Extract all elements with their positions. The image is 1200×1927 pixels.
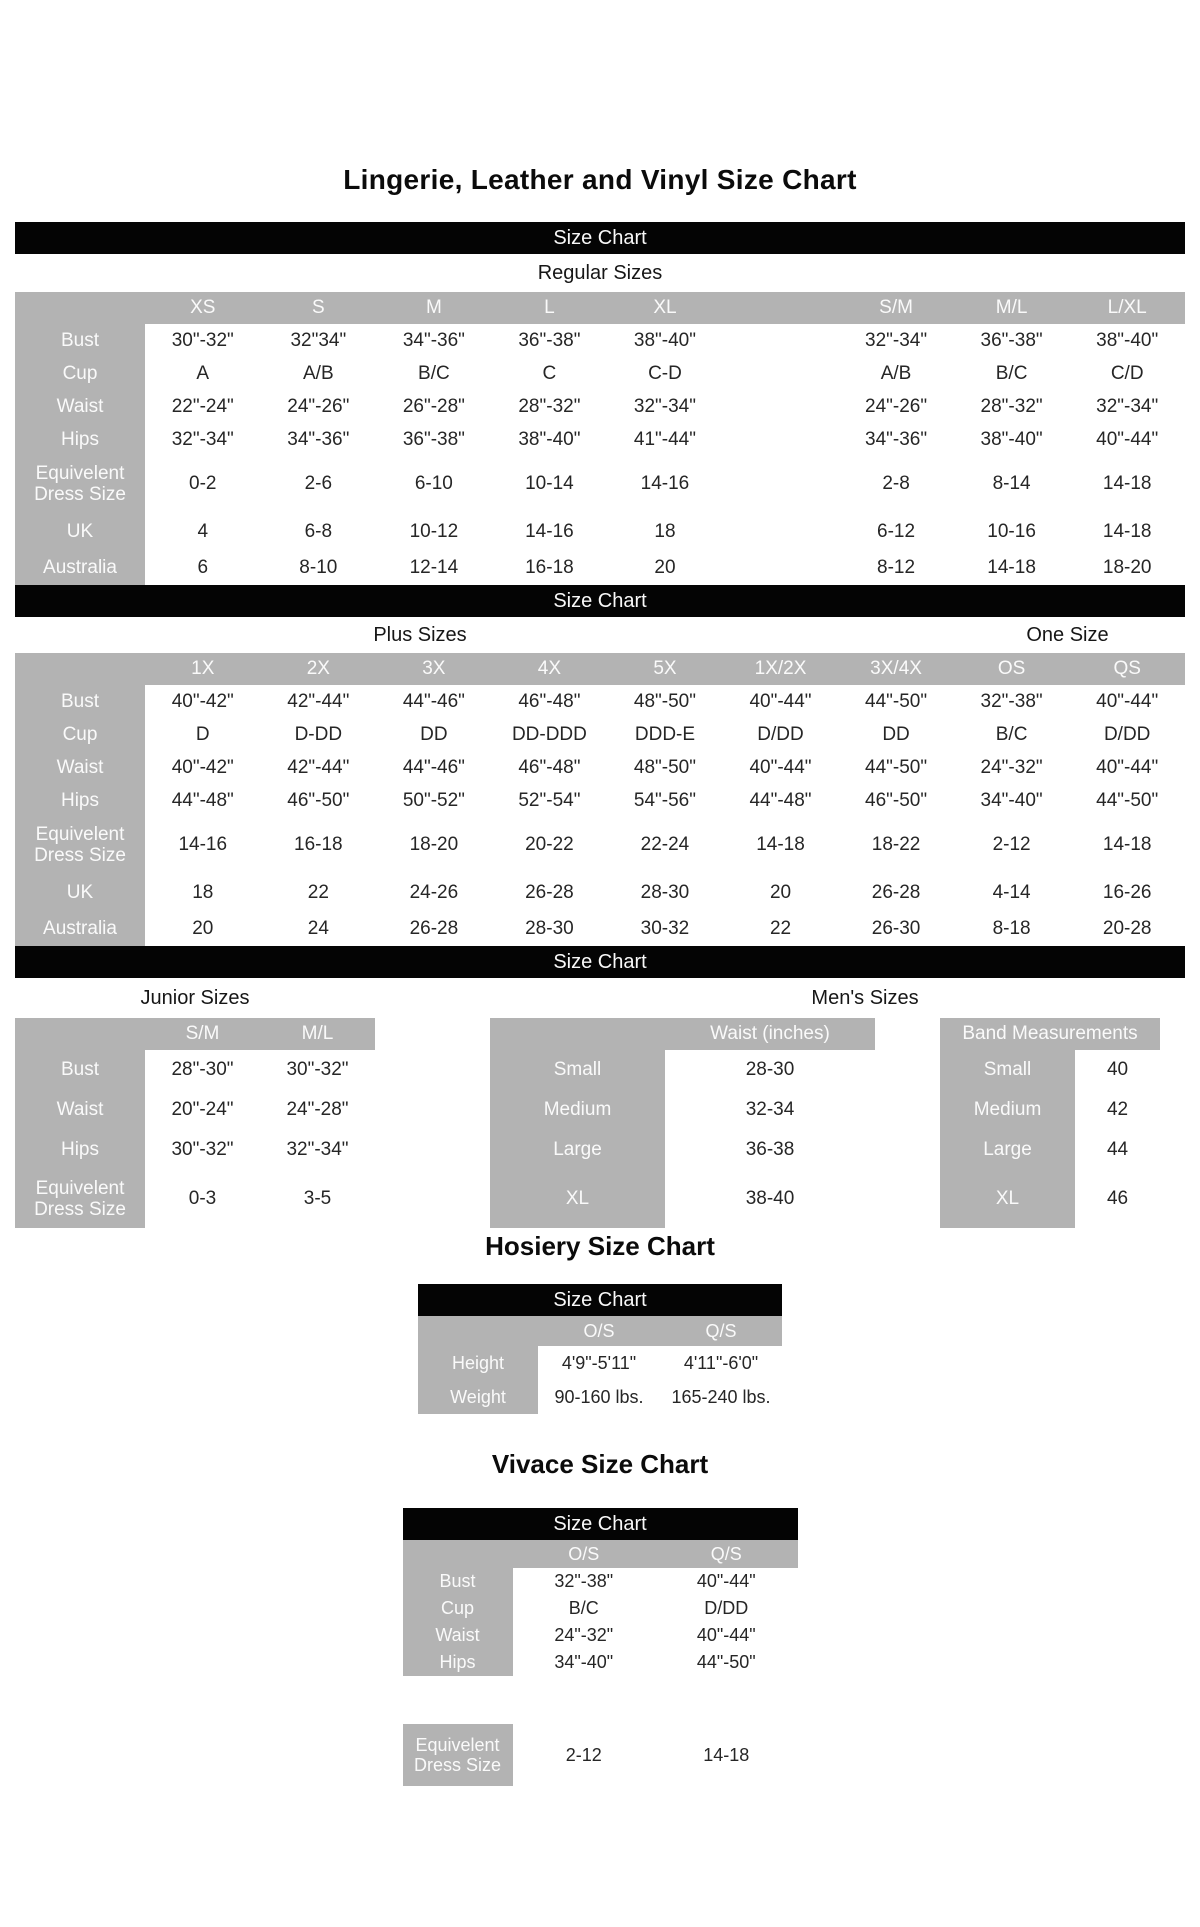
cell: 44"-50" (1096, 789, 1159, 811)
cell: 38"-40" (518, 428, 581, 450)
cell: A/B (303, 362, 334, 384)
cell: DDD-E (634, 723, 696, 745)
cell: C-D (648, 362, 682, 384)
column-header: M (376, 292, 492, 324)
row-label: Equivelent Dress Size (15, 456, 145, 512)
row-label: Cup (403, 1595, 513, 1622)
row-label: Cup (15, 357, 145, 390)
header-row (15, 292, 1185, 324)
cell: 14-18 (987, 557, 1036, 578)
cell: 24-26 (409, 881, 459, 903)
cell: D (195, 723, 210, 745)
table-row (15, 1130, 375, 1170)
cell: 6-8 (304, 520, 333, 542)
size-chart-bar-regular: Size Chart (15, 222, 1185, 254)
cell: 2-12 (992, 834, 1031, 855)
table-row (15, 912, 1185, 946)
hosiery-title: Hosiery Size Chart (485, 1231, 715, 1261)
cell: 44 (1106, 1139, 1129, 1160)
cell: 48"-50" (633, 690, 696, 712)
vivace-chart (403, 1508, 798, 1786)
cell: 14-16 (640, 473, 690, 494)
cell: 24"-28" (286, 1099, 349, 1120)
junior-sizes-table (15, 1018, 375, 1228)
size-chart-bar-hosiery: Size Chart (418, 1284, 782, 1316)
header-row (15, 1018, 375, 1050)
cell: D-DD (294, 723, 343, 745)
cell: C (542, 362, 557, 384)
corner-cell (490, 1018, 665, 1050)
row-label: Equivelent Dress Size (15, 817, 145, 873)
cell (655, 1676, 798, 1724)
cell: 18-20 (409, 834, 459, 855)
column-header: QS (1069, 653, 1185, 685)
cell: D/DD (1103, 723, 1151, 745)
header-row (940, 1018, 1160, 1050)
cell: 32"-38" (554, 1571, 614, 1591)
cell: 18 (192, 881, 214, 903)
row-label: Australia (15, 912, 145, 946)
column-header: 3X (376, 653, 492, 685)
table-row (15, 873, 1185, 912)
size-chart-bar-vivace: Size Chart (403, 1508, 798, 1540)
row-label: Equivelent Dress Size (403, 1724, 513, 1786)
cell: 46"-48" (518, 756, 581, 778)
table-row (940, 1130, 1160, 1170)
one-size-label: One Size (1026, 624, 1109, 646)
cell: 14-16 (178, 834, 228, 855)
cell: 8-12 (877, 557, 916, 578)
corner-cell (418, 1316, 538, 1346)
corner-cell (15, 653, 145, 685)
cell: 24"-32" (554, 1625, 614, 1645)
cell: 20"-24" (171, 1099, 234, 1120)
row-label: Large (940, 1130, 1075, 1170)
column-header: 1X (145, 653, 261, 685)
cell: 30"-32" (286, 1059, 349, 1080)
cell: 26-30 (871, 918, 921, 939)
cell: 2-12 (565, 1744, 602, 1765)
table-row (15, 1090, 375, 1130)
row-label: Cup (15, 718, 145, 751)
row-label: Hips (15, 784, 145, 817)
table-row (490, 1170, 875, 1228)
row-label: UK (15, 512, 145, 551)
cell: 14-18 (703, 1744, 750, 1765)
column-header: XS (145, 292, 261, 324)
cell: 14-18 (1102, 834, 1152, 855)
cell: 32"-34" (633, 395, 696, 417)
row-label: UK (15, 873, 145, 912)
cell: 44"-46" (402, 756, 465, 778)
page-title: Lingerie, Leather and Vinyl Size Chart (343, 164, 857, 195)
row-label: XL (940, 1170, 1075, 1228)
junior-mens-section (15, 978, 1185, 1228)
column-header: M/L (260, 1018, 375, 1050)
cell: 20-28 (1102, 918, 1152, 939)
cell (723, 456, 839, 512)
table-row (940, 1090, 1160, 1130)
column-header: 1X/2X (723, 653, 839, 685)
cell: 24 (307, 918, 329, 939)
cell: 34"-36" (402, 329, 465, 351)
cell: 44"-50" (696, 1652, 756, 1672)
row-label: Small (940, 1050, 1075, 1090)
row-label: Waist (403, 1622, 513, 1649)
table-row (15, 423, 1185, 456)
cell: 2-8 (882, 473, 910, 494)
row-label: Bust (15, 1050, 145, 1090)
cell: 16-26 (1102, 881, 1152, 903)
cell: 10-14 (525, 473, 574, 494)
mens-waist-table-wrap (490, 1018, 875, 1228)
table-row (490, 1090, 875, 1130)
row-label: Small (490, 1050, 665, 1090)
column-header: XL (607, 292, 723, 324)
row-label: Bust (15, 324, 145, 357)
cell: 6 (197, 557, 209, 578)
cell: 44"-50" (865, 690, 928, 712)
cell: 34"-36" (865, 428, 928, 450)
mens-band-table (940, 1018, 1160, 1228)
row-label: XL (490, 1170, 665, 1228)
row-label: Medium (940, 1090, 1075, 1130)
cell: 165-240 lbs. (671, 1386, 771, 1407)
cell: 0-2 (189, 473, 217, 494)
row-label: Hips (15, 1130, 145, 1170)
cell: 34"-40" (980, 789, 1043, 811)
table-row (403, 1568, 798, 1595)
cell: 28"-30" (171, 1059, 234, 1080)
cell (723, 324, 839, 357)
cell: 20-22 (525, 834, 574, 855)
cell: 30-32 (640, 918, 690, 939)
cell: 28-30 (525, 918, 574, 939)
table-row (940, 1050, 1160, 1090)
table-row (403, 1649, 798, 1676)
cell: 22 (307, 881, 329, 903)
corner-cell (403, 1540, 513, 1568)
cell: 14-18 (1102, 520, 1152, 542)
cell: 6-10 (414, 473, 453, 494)
cell: 44"-46" (402, 690, 465, 712)
cell: 40"-42" (171, 756, 234, 778)
cell: 36"-38" (980, 329, 1043, 351)
cell: 6-12 (877, 520, 916, 542)
cell: 4 (197, 520, 209, 542)
cell: D/DD (757, 723, 804, 745)
cell: 42 (1106, 1099, 1129, 1120)
cell: 44"-48" (749, 789, 812, 811)
table-row (418, 1346, 782, 1380)
corner-cell (15, 292, 145, 324)
row-label: Height (418, 1346, 538, 1380)
cell: 4-14 (992, 881, 1031, 903)
cell: 38"-40" (980, 428, 1043, 450)
cell: 24"-26" (287, 395, 350, 417)
row-label: Waist (15, 751, 145, 784)
table-row (15, 551, 1185, 585)
cell: 2-6 (304, 473, 333, 494)
row-label: Weight (418, 1380, 538, 1414)
cell: B/C (568, 1598, 599, 1618)
junior-sizes-table-wrap (15, 1018, 375, 1228)
cell: 54"-56" (633, 789, 696, 811)
cell: 44"-48" (171, 789, 234, 811)
cell: 28-30 (640, 881, 690, 903)
cell: B/C (995, 723, 1028, 745)
cell: 38"-40" (1096, 329, 1159, 351)
cell: 42"-44" (287, 756, 350, 778)
cell: 32"-34" (286, 1139, 349, 1160)
cell: 46"-48" (518, 690, 581, 712)
size-chart-bar-plus: Size Chart (15, 585, 1185, 617)
cell: 40"-44" (696, 1625, 756, 1645)
cell: 8-18 (992, 918, 1031, 939)
cell: 32-34 (745, 1099, 795, 1120)
row-label: Waist (15, 1090, 145, 1130)
cell: 16-18 (525, 557, 574, 578)
cell: DD-DDD (511, 723, 587, 745)
column-header: 4X (492, 653, 608, 685)
row-label: Hips (403, 1649, 513, 1676)
row-label: Large (490, 1130, 665, 1170)
vivace-table (403, 1540, 798, 1786)
cell: 20 (192, 918, 214, 939)
cell (513, 1676, 656, 1724)
cell: 32"-34" (171, 428, 234, 450)
cell: 22 (769, 918, 792, 939)
column-header: S (261, 292, 377, 324)
cell: 52"-54" (518, 789, 581, 811)
cell: 30"-32" (171, 329, 234, 351)
mens-waist-table (490, 1018, 875, 1228)
header-row (15, 653, 1185, 685)
cell: 22"-24" (171, 395, 234, 417)
column-header: Q/S (655, 1540, 798, 1568)
plus-sizes-table (15, 653, 1185, 946)
cell: 36"-38" (402, 428, 465, 450)
table-row (403, 1724, 798, 1786)
hosiery-table (418, 1316, 782, 1414)
table-row (15, 784, 1185, 817)
cell: B/C (995, 362, 1028, 384)
cell: 40"-44" (1096, 428, 1159, 450)
regular-sizes-table (15, 292, 1185, 585)
table-row (15, 751, 1185, 784)
cell: 14-18 (756, 834, 805, 855)
row-label: Medium (490, 1090, 665, 1130)
table-row (15, 456, 1185, 512)
column-header: L/XL (1069, 292, 1185, 324)
cell: 36"-38" (518, 329, 581, 351)
column-header: O/S (513, 1540, 656, 1568)
cell: A/B (880, 362, 912, 384)
cell: 46 (1106, 1188, 1129, 1209)
column-header: Waist (inches) (665, 1018, 875, 1050)
cell: 40 (1106, 1059, 1129, 1080)
table-row (15, 357, 1185, 390)
size-chart-bar-junior-mens: Size Chart (15, 946, 1185, 978)
table-row (15, 685, 1185, 718)
plus-sizes-label: Plus Sizes (373, 624, 467, 646)
cell: 3-5 (303, 1188, 332, 1209)
column-header: Q/S (660, 1316, 782, 1346)
header-row (403, 1540, 798, 1568)
cell: 40"-44" (1096, 690, 1159, 712)
cell: 0-3 (188, 1188, 217, 1209)
mens-sizes-label: Men's Sizes (811, 987, 919, 1009)
cell: 28"-32" (518, 395, 581, 417)
table-row (403, 1622, 798, 1649)
junior-sizes-label: Junior Sizes (140, 987, 250, 1009)
cell: 28-30 (745, 1059, 795, 1080)
cell: 44"-50" (865, 756, 928, 778)
column-header: Band Measurements (940, 1018, 1160, 1050)
cell: 26-28 (409, 918, 459, 939)
column-header: 3X/4X (838, 653, 954, 685)
cell: 46"-50" (287, 789, 350, 811)
table-row (15, 512, 1185, 551)
cell: 38"-40" (633, 329, 696, 351)
cell: 30"-32" (171, 1139, 234, 1160)
row-label: Bust (15, 685, 145, 718)
column-header: L (492, 292, 608, 324)
table-row (15, 718, 1185, 751)
cell: 46"-50" (865, 789, 928, 811)
column-header: 5X (607, 653, 723, 685)
vivace-title: Vivace Size Chart (491, 1449, 709, 1479)
cell: 8-10 (299, 557, 338, 578)
hosiery-chart (418, 1284, 782, 1414)
corner-cell (15, 1018, 145, 1050)
row-label: Bust (403, 1568, 513, 1595)
cell (723, 512, 839, 551)
cell: D/DD (704, 1598, 749, 1618)
cell: 40"-44" (749, 690, 812, 712)
cell: 90-160 lbs. (554, 1386, 644, 1407)
cell: 32"-34" (1096, 395, 1159, 417)
cell: 20 (769, 881, 792, 903)
cell: 40"-44" (696, 1571, 756, 1591)
cell: 41"-44" (633, 428, 696, 450)
row-label: Waist (15, 390, 145, 423)
column-header: O/S (538, 1316, 660, 1346)
cell: 42"-44" (287, 690, 350, 712)
cell: 32"-34" (865, 329, 928, 351)
column-header: 2X (261, 653, 377, 685)
cell: 18-22 (871, 834, 921, 855)
cell: 8-14 (992, 473, 1031, 494)
cell: 26-28 (871, 881, 921, 903)
cell (723, 423, 839, 456)
cell: 10-16 (987, 520, 1036, 542)
cell: 40"-44" (749, 756, 812, 778)
table-row (403, 1676, 798, 1724)
table-row (490, 1050, 875, 1090)
cell: 26-28 (525, 881, 574, 903)
cell: 14-16 (525, 520, 574, 542)
cell: C/D (1110, 362, 1144, 384)
cell: 12-14 (409, 557, 459, 578)
mens-band-table-wrap (940, 1018, 1160, 1228)
cell (723, 357, 839, 390)
column-header: OS (954, 653, 1070, 685)
cell: 10-12 (409, 520, 459, 542)
table-row (15, 817, 1185, 873)
cell: 40"-42" (171, 690, 234, 712)
cell: A (196, 362, 210, 384)
page (15, 0, 1185, 1786)
column-header (723, 292, 839, 324)
row-label: Australia (15, 551, 145, 585)
regular-sizes-label: Regular Sizes (537, 262, 663, 284)
cell: 24"-26" (865, 395, 928, 417)
cell: 32"-38" (980, 690, 1043, 712)
cell: 18 (654, 520, 676, 542)
column-header: M/L (954, 292, 1070, 324)
cell: 28"-32" (980, 395, 1043, 417)
cell: DD (420, 723, 448, 745)
row-label (403, 1676, 513, 1724)
table-row (15, 1170, 375, 1228)
row-label: Equivelent Dress Size (15, 1170, 145, 1228)
cell: DD (882, 723, 910, 745)
cell: 50"-52" (402, 789, 465, 811)
header-row (490, 1018, 875, 1050)
cell: 16-18 (294, 834, 343, 855)
cell: 22-24 (640, 834, 690, 855)
table-row (15, 324, 1185, 357)
cell: 34"-40" (554, 1652, 614, 1672)
column-header: S/M (838, 292, 954, 324)
cell: 40"-44" (1096, 756, 1159, 778)
cell: 14-18 (1102, 473, 1152, 494)
cell: 18-20 (1102, 557, 1152, 578)
header-row (418, 1316, 782, 1346)
cell: 36-38 (745, 1139, 795, 1160)
cell: B/C (418, 362, 450, 384)
cell: 48"-50" (633, 756, 696, 778)
row-label: Hips (15, 423, 145, 456)
table-row (15, 1050, 375, 1090)
table-row (490, 1130, 875, 1170)
table-row (403, 1595, 798, 1622)
cell: 4'11"-6'0" (683, 1352, 759, 1373)
cell: 24"-32" (980, 756, 1043, 778)
cell: 38-40 (745, 1188, 795, 1209)
table-row (15, 390, 1185, 423)
cell: 32"34" (290, 329, 347, 351)
table-row (418, 1380, 782, 1414)
column-header: S/M (145, 1018, 260, 1050)
cell: 34"-36" (287, 428, 350, 450)
cell: 4'9"-5'11" (561, 1352, 637, 1373)
table-row (940, 1170, 1160, 1228)
cell: 20 (654, 557, 676, 578)
cell: 26"-28" (402, 395, 465, 417)
cell (723, 390, 839, 423)
plus-one-size-labels (15, 617, 1185, 653)
cell (723, 551, 839, 585)
